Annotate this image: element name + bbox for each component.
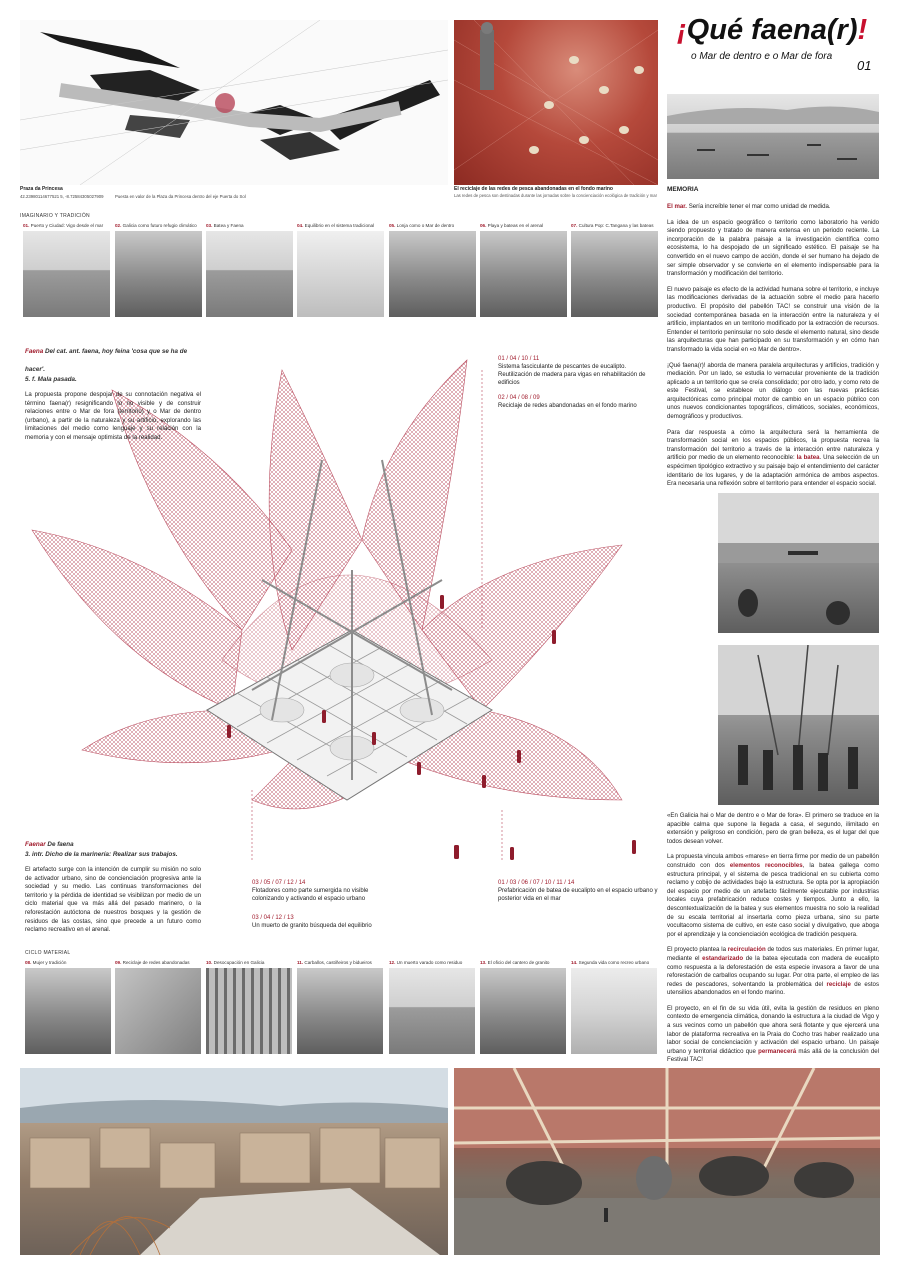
ciclo-caption-12: 12. Un muerto varado como residuo xyxy=(389,960,463,965)
ciclo-photo-12 xyxy=(389,968,475,1054)
net-photo-texture xyxy=(454,20,658,185)
imaginario-photo-2 xyxy=(115,231,202,317)
annotation-5: 01 / 03 / 06 / 07 / 10 / 11 / 14 Prefabricación de batea de eucalipto en el espacio urbano y posterior vida en el mar xyxy=(498,880,658,902)
memoria-p5: «En Galicia hai o Mar de dentro e o Mar de fora». El primero se traduce en la apacible calma que supone la llegada a casa, el segundo, ilimitado en extensión y peligroso en condición, pero de gran belleza, es el lugar del que todos desean volver. xyxy=(667,812,879,845)
net-photo xyxy=(454,20,658,185)
imaginario-label: IMAGINARIO Y TRADICIÓN xyxy=(20,213,90,219)
memoria-p4: Para dar respuesta a cómo la arquitectura será la herramienta de transformación social en los espacios públicos, la propuesta recrea la transformación del territorio a través de la interacción entre naturaleza y artificio por medio de un elemento reconocible: la batea. Una selección de un espécimen tipológico extractivo y su paisaje bajo el entendimiento del carácter identitario de los lugares, y de la adaptación armónica de ambos aspectos. Era necesaria una reflexión sobre el territorio para entender el espacio social. xyxy=(667,428,880,488)
memoria-p2: El nuevo paisaje es efecto de la actividad humana sobre el territorio, e incluye las modificaciones derivadas de la actuación sobre el medio para hacerlo productivo. El propósito del pabellón TAC! se construir una visión de la sociedad contemporánea basada en la interacción entre la naturaleza y el artificio, implantados en un territorio modificado por la extracción de recursos. Entender el territorio peninsular no solo desde el elemento natural, sino desde las arquitecturas que han participado en su transformación y en cómo han transformado la vida social en «o Mar de dentro». xyxy=(667,285,879,353)
memoria-p7: El proyecto plantea la recirculación de todos sus materiales. En primer lugar, mediante el estandarizado de la batea ejecutada con madera de eucalipto como respuesta a la deforestación de esta especie invasora a favor de una reforestación de carballos ocupando su lugar. Por otra parte, el empleo de las redes de pescadores, solventando la problemática del reciclaje de estos utensilios abandonados en el fondo marino. xyxy=(667,946,880,997)
definition-faena xyxy=(25,340,201,443)
site-note: Puesta en valor de la Plaza da Princesa dentro del eje Puerta do Sol xyxy=(115,194,246,199)
imaginario-photo-3 xyxy=(206,231,293,317)
memoria-p3: ¡Qué faena(r)! aborda de manera paralela arquitecturas y artificios, tradición y mediación. Por un lado, se estudia lo vernacular proveniente de la tradición aplicado a un territorio que se creía consolidado; por otro lado, y como reto de este Festival, se establece un diálogo con las nuevas prácticas arquitectónicas como principal motor de cambio en un espacio público con unos nuevos condicionantes topográficos, climáticos, sociales, económicos, demográficos y productivos. xyxy=(667,361,879,421)
imaginario-caption-5: 05. Lonja como o Mar de dentro xyxy=(389,223,455,228)
site-plan xyxy=(20,20,448,185)
faena-sense: 5. f. Mala pasada. xyxy=(25,376,77,383)
site-plan-drawing xyxy=(20,20,448,185)
imaginario-caption-4: 04. Equilibrio en el sistema tradicional xyxy=(297,223,375,228)
ciclo-caption-14: 14. Segunda vida como recreo urbano xyxy=(571,960,650,965)
annotation-1: 01 / 04 / 10 / 11 Sistema fasciculante de pescantes de eucalipto. Reutilización de madera para vigas en rehabilitación de edificios xyxy=(498,356,646,386)
ciclo-photo-11 xyxy=(297,968,383,1054)
annotation-3: 03 / 05 / 07 / 12 / 14 Flotadores como parte sumergida no visible colonizando y activando el espacio urbano xyxy=(252,880,369,902)
pavilion-interior-texture xyxy=(454,1068,880,1255)
pavilion-interior-render xyxy=(454,1068,880,1255)
aerial-city-texture xyxy=(20,1068,448,1255)
imaginario-caption-3: 03. Batea y Faena xyxy=(206,223,244,228)
annotation-2: 02 / 04 / 08 / 09 Reciclaje de redes abandonadas en el fondo marino xyxy=(498,395,637,409)
sheet-number: 01 xyxy=(857,58,872,73)
imaginario-caption-7: 07. Cultura Pop: C.Tangana y las bateas xyxy=(571,223,654,228)
faenar-body: El artefacto surge con la intención de cumplir su misión no solo de activador urbano, sino de concienciación progresiva ante la sociedad y su medio. Las continuas transformaciones del territorio y la pérdida de identidad se visibilizan por medio de un ciclo material que va más allá del pasado marinero, o la reforestación autóctona de nuestros bosques y la gestión de residuos de las costas, sino que precede a un futuro como reclamo recreativo en el arenal. xyxy=(25,866,201,934)
imaginario-caption-2: 02. Galicia como futuro refugio climático xyxy=(115,223,197,228)
imaginario-caption-6: 06. Playa y bateas en el arenal xyxy=(480,223,544,228)
ciclo-caption-9: 09. Reciclaje de redes abandonadas xyxy=(115,960,190,965)
imaginario-caption-1: 01. Puerto y Ciudad: Vigo desde el mar xyxy=(23,223,104,228)
bay-photo xyxy=(667,94,879,179)
imaginario-photo-7 xyxy=(571,231,658,317)
memoria-lead: El mar. Sería increíble tener el mar como unidad de medida. xyxy=(667,203,831,210)
site-coords: 42.23980114677521 5, -8.72584305027909 xyxy=(20,194,104,199)
imaginario-photo-6 xyxy=(480,231,567,317)
ciclo-photo-8 xyxy=(25,968,111,1054)
ciclo-caption-10: 10. Desocupación en Galicia xyxy=(206,960,265,965)
faenar-headword: Faenar De faena xyxy=(25,841,74,848)
faena-headword: Faena Del cat. ant. faena, hoy feina 'cosa que se ha de hacer'. xyxy=(25,348,188,373)
faenar-sense: 3. intr. Dicho de la marinería: Realizar sus trabajos. xyxy=(25,851,178,858)
fishermen-photo-texture xyxy=(718,645,879,805)
ciclo-label: CICLO MATERIAL xyxy=(25,950,71,956)
ciclo-photo-9 xyxy=(115,968,201,1054)
ciclo-caption-11: 11. Carballos, castiñeiros y bidueiros xyxy=(297,960,372,965)
memoria-p8: El proyecto, en el fin de su vida útil, evita la gestión de residuos en pleno contexto de emergencia climática, donando la estructura a la ciudad de Vigo y a sus vecinos como un pabellón que ahora será flotante y que ejercerá una labor de plataforma recreativa en la Praia do Cocho tras haber realizado una labor social de concienciación y activación del espacio urbano. Un paisaje urbano y territorial didáctico que permanecerá más allá de la conclusión del Festival TAC! xyxy=(667,1004,879,1064)
ciclo-caption-13: 13. El oficio del cantero de granito xyxy=(480,960,550,965)
poster-title: ¡Qué faena(r)! xyxy=(677,14,868,46)
ciclo-caption-8: 08. Mujer y tradición xyxy=(25,960,67,965)
site-place: Praza da Princesa xyxy=(20,186,63,192)
fishermen-photo xyxy=(718,645,879,805)
poster-subtitle: o Mar de dentro e o Mar de fora xyxy=(691,51,833,62)
imaginario-photo-4 xyxy=(297,231,384,317)
memoria-p1: La idea de un espacio geográfico o territorio como laboratorio ha venido siendo propuesto y tratado de manera extensa en un periodo reciente. La incorporación de la palabra paisaje a la investigación científica como ecosistema, lo ha despojado de un significado estético. El paisaje se ha convertido en el nuevo campo de acción, donde el ser humano ha dejado de ser simple observador y se convierte en el elemento indispensable para la transformación y modificación del territorio. xyxy=(667,218,879,278)
beach-photo xyxy=(718,493,879,633)
annotation-4: 03 / 04 / 12 / 13 Un muerto de granito búsqueda del equilibrio xyxy=(252,915,372,929)
memoria-text-bottom xyxy=(667,812,879,1072)
definition-faenar xyxy=(25,833,201,935)
net-photo-caption-text: Las redes de pesca son destinadas durante las jornadas sobre la concienciación ecológica de tradición y mar xyxy=(454,193,657,198)
beach-photo-texture xyxy=(718,493,879,633)
net-photo-caption-title: El reciclaje de las redes de pesca abandonadas en el fondo marino xyxy=(454,186,613,192)
aerial-city-render xyxy=(20,1068,448,1255)
memoria-text-top xyxy=(667,203,879,496)
memoria-heading: MEMORIA xyxy=(667,186,699,193)
imaginario-photo-1 xyxy=(23,231,110,317)
ciclo-photo-10 xyxy=(206,968,292,1054)
bay-photo-texture xyxy=(667,94,879,179)
memoria-p6: La propuesta vincula ambos «mares» en tierra firme por medio de un pabellón construido con dos elementos reconocibles, la batea gallega como estructura principal, y el sistema de pesca tradicional en su cubierta como reclamo y cobijo de actividades bajo la estructura. Se opta por la apropiación del espacio por medio de un artefacto fácilmente ejecutable por industrias locales cuya prefabricación reduce costes y tiempos. Junto a ello, la descontextualización de la batea y sus elementos muestra no solo la realidad de su escala territorial al insertarla como pieza urbana, sino su parte vocultacomo sistema de cultivo, en este caso social y divulgativo, que aboga por el aprendizaje y la concienciación ecológica de tradición pesquera. xyxy=(667,853,879,938)
ciclo-photo-13 xyxy=(480,968,566,1054)
ciclo-photo-14 xyxy=(571,968,657,1054)
imaginario-photo-5 xyxy=(389,231,476,317)
faena-body: La propuesta propone despojar de su connotación negativa el término faena(r) resignificando lo no visible y de construir relaciones entre o Mar de fora (territorio) y o Mar de dentro (urbano), a partir de la naturaleza y su artificio, explorando las limitaciones del medio como lenguaje y su relación con la memoria y con el mensaje optimista de la realidad. xyxy=(25,391,201,441)
